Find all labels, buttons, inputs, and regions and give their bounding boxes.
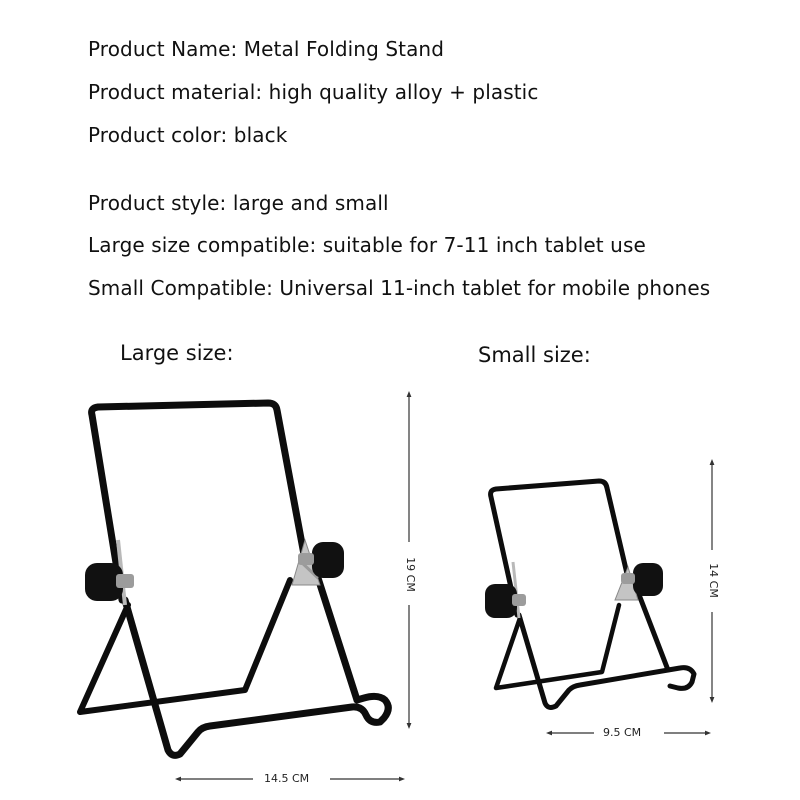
small-width-label: 9.5 CM [603, 726, 642, 739]
spec-product-name: Product Name: Metal Folding Stand [88, 37, 444, 61]
large-width-label: 14.5 CM [264, 772, 310, 785]
large-stand-image [80, 403, 388, 755]
small-front-arm [638, 592, 668, 670]
spec-large-compat: Large size compatible: suitable for 7-11 inch tablet use [88, 233, 646, 257]
small-size-label: Small size: [478, 343, 591, 367]
spec-product-style: Product style: large and small [88, 191, 389, 215]
spec-small-compat: Small Compatible: Universal 11-inch tablet for mobile phones [88, 276, 711, 300]
large-height-label: 19 CM [403, 557, 417, 592]
small-rear-leg [496, 605, 619, 688]
large-left-knob-icon [85, 563, 134, 601]
small-height-label: 14 CM [706, 563, 720, 598]
small-stand-image [485, 481, 694, 707]
spec-product-color: Product color: black [88, 123, 288, 147]
large-size-label: Large size: [120, 341, 234, 365]
spec-product-material: Product material: high quality alloy + plastic [88, 80, 539, 104]
large-back-frame [92, 403, 305, 600]
large-front-arm [318, 578, 357, 700]
